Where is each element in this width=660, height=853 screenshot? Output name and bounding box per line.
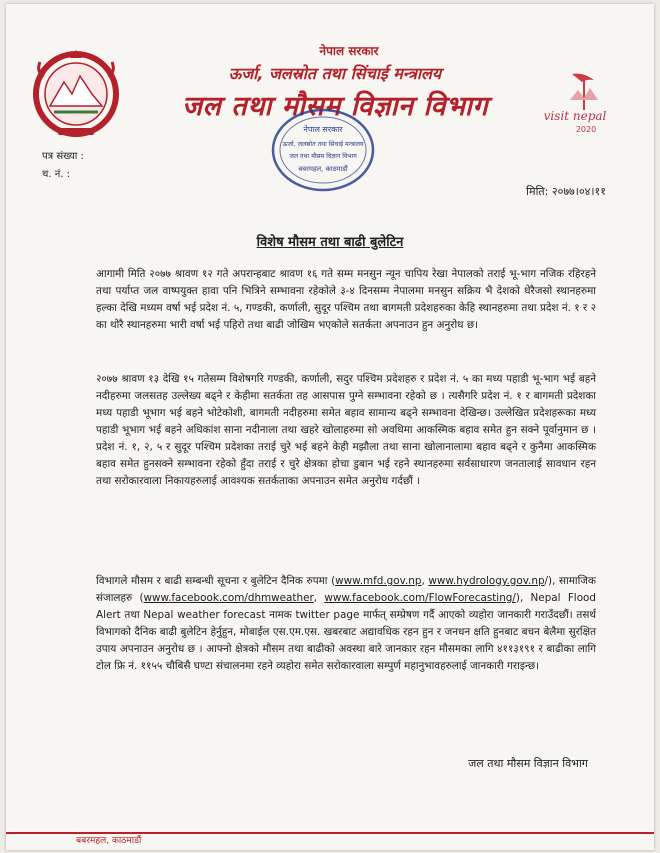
stamp-line-1: नेपाल सरकार (303, 125, 343, 134)
p3-text-2: , (421, 575, 429, 587)
hydrology-website-link[interactable]: www.hydrology.gov.np (428, 575, 545, 587)
visit-logo-year: 2020 (575, 125, 597, 134)
department-signature: जल तथा मौसम विज्ञान विभाग (468, 757, 588, 770)
footer-address: बबरमहल, काठमाडौं (76, 836, 142, 846)
government-name: नेपाल सरकार (319, 44, 379, 58)
letter-number-label: पत्र संख्या : (42, 151, 84, 162)
dispatch-number-label: च. नं. : (42, 169, 70, 180)
visit-logo-text: visit nepal (543, 109, 607, 123)
letter-footer (6, 832, 654, 850)
paragraph-forecast: आगामी मिति २०७७ श्रावण १२ गते अपरान्हबाट श्रावण १६ गते सम्म मनसुन न्यून चापिय रेखा नेपालको तराई भू-भाग नजिक रहिरहने तथा पर्याप्त जल वाष्पयुक्त हावा पनि भित्रिने सम्भावना रहेकोले ३-४ दिनसम्म नेपालमा मनसुन सक्रिय भै देशको धेरैजसो स्थानहरुमा हल्का देखि मध्यम वर्षा भई प्रदेश नं. ५, गण्डकी, कर्णाली, सुदूर पश्चिम तथा बागमती प्रदेशहरुका केहि स्थानहरुमा तथा प्रदेश नं. १ र २ का थोरै स्थानहरुमा भारी वर्षा भई पहिरो तथा बाढी जोखिम भएकोले सतर्कता अपनाउन हुन अनुरोध छ। (96, 268, 596, 331)
nepal-emblem-icon (26, 42, 126, 142)
p3-text-3: /), सामाजिक संजालहरु ( (96, 575, 596, 604)
facebook-flowforecasting-link[interactable]: www.facebook.com/FlowForecasting/ (324, 592, 516, 604)
p3-text-1: विभागले मौसम र बाढी सम्बन्धी सूचना र बुलेटिन दैनिक रुपमा ( (96, 575, 336, 587)
ministry-name: ऊर्जा, जलस्रोत तथा सिंचाई मन्त्रालय (228, 64, 442, 83)
stamp-line-3: जल तथा मौसम विज्ञान विभाग (289, 153, 357, 160)
department-name: जल तथा मौसम विज्ञान विभाग (181, 91, 489, 122)
letter-page (6, 4, 654, 850)
stamp-line-4: बबरमहल, काठमाडौं (298, 165, 348, 173)
visit-nepal-logo (532, 70, 618, 140)
paragraph-flood-warning: २०७७ श्रावण १३ देखि १५ गतेसम्म विशेषगरि गण्डकी, कर्णाली, सदुर पश्चिम प्रदेशहरु र प्रदेश नं. ५ का मध्य पहाडी भू-भाग भई बहने नदीहरुमा जलसतह उल्लेख्य बढ्ने र केहीमा सतर्कता तह आसपास पुग्ने सम्भावना रहेको छ । त्यसैगरि प्रदेश नं. १ र बागमती प्रदेशका मध्य पहाडी भूभाग भई बहने भोटेकोशी, बागमती नदीहरुमा समेत बहाव सामान्य बढ्ने सम्भावना देखिन्छ। उल्लेखित प्रदेशहरूका मध्य पहाडी भूभाग भई बहने अधिकांश साना नदीनाला तथा खहरे खोलाहरुमा सो अवधिमा आकस्मिक बहाव समेत हुन सक्ने पूर्वानुमान छ । प्रदेश नं. १, २, ५ र सुदूर पश्चिम प्रदेशका तराई चुरे भई बहने केही मझौला तथा साना खोलानालामा बहाव बढ्ने र कुनैमा आकस्मिक बहाव समेत हुनसक्ने सम्भावना रहेको हुँदा तराई र चुरे क्षेत्रका होचा डुबान भई रहने स्थानहरुमा सर्वसाधारण जनतालाई सावधान रहन तथा सरोकारवाला निकायहरुलाई आवश्यक सतर्कताका अपनाउन समेत अनुरोध गर्दछौं । (96, 373, 596, 487)
p3-text-4: , (313, 592, 325, 604)
bulletin-title: विशेष मौसम तथा बाढी बुलेटिन (256, 235, 404, 250)
stamp-line-2: ऊर्जा, जलस्रोत तथा सिंचाई मन्त्रालय (282, 141, 364, 148)
facebook-dhmweather-link[interactable]: www.facebook.com/dhmweather (143, 592, 314, 604)
p3-text-5: ), Nepal Flood Alert तथा Nepal weather forecast नामक twitter page मार्फत् सम्प्रेषण गर्दै आएको व्यहोरा जानकारी गराउँदछौं। तसर्थ विभागको दैनिक बाढी बुलेटिन हेर्नुहुन, मोबाईल एस.एम.एस. खबरबाट अद्यावधिक रहन हुन र जनधन क्षति हुनबाट बचन बेलैमा सुरक्षित उपाय अपनाउन अनुरोध छ । आफ्नो क्षेत्रको मौसम तथा बाढीको अवस्था बारे जानकार रहन मौसमका लागि ४११३१९१ र बाढीका लागि टोल फ्रि नं. ११५५ चौबिसै घण्टा संचालनमा रहने व्यहोरा समेत सरोकारवाला सम्पुर्ण महानुभावहरुलाई जानकारी गराइन्छ। (96, 592, 597, 672)
official-stamp (268, 104, 378, 196)
letter-date: मिति: २०७७।०४।११ (526, 185, 606, 198)
paragraph-information-sources (96, 573, 596, 675)
mfd-website-link[interactable]: www.mfd.gov.np (335, 575, 422, 587)
